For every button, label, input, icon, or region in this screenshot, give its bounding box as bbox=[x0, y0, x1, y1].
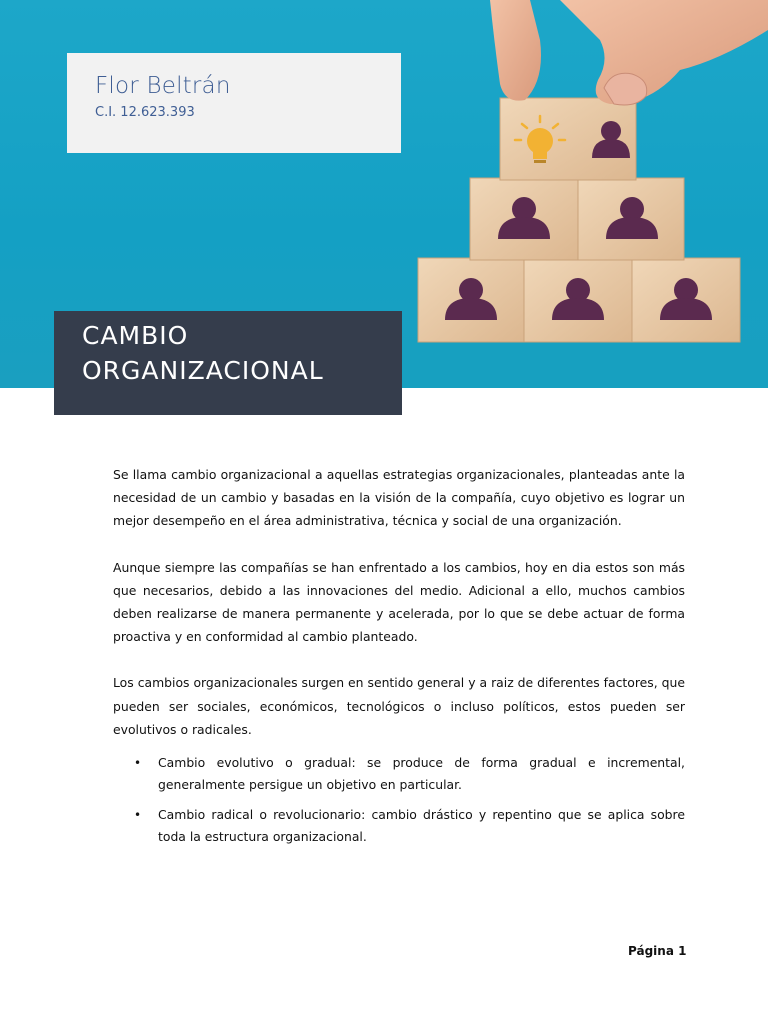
title-line-1: CAMBIO bbox=[82, 321, 189, 350]
document-title-banner bbox=[54, 311, 402, 415]
list-item-text: Cambio evolutivo o gradual: se produce de forma gradual e incremental, generalmente persigue un objetivo en particular. bbox=[158, 755, 685, 793]
block-bottom-left bbox=[418, 258, 524, 342]
bullet-list bbox=[113, 752, 685, 848]
author-id: C.I. 12.623.393 bbox=[95, 105, 195, 120]
list-item bbox=[134, 804, 685, 848]
list-item bbox=[134, 752, 685, 796]
table-surface bbox=[400, 340, 768, 388]
block-top bbox=[500, 98, 636, 180]
block-middle-left bbox=[470, 178, 578, 260]
document-body bbox=[113, 463, 685, 856]
hand-illustration bbox=[490, 0, 768, 105]
page-number: Página 1 bbox=[628, 944, 687, 958]
paragraph: Los cambios organizacionales surgen en sentido general y a raiz de diferentes factores, que pueden ser sociales, económicos, tecnológicos o incluso políticos, estos pueden ser evolutivos o radicales. bbox=[113, 675, 685, 737]
author-card bbox=[67, 53, 401, 153]
author-name: Flor Beltrán bbox=[95, 73, 231, 99]
block-bottom-right bbox=[632, 258, 740, 342]
title-line-2: ORGANIZACIONAL bbox=[82, 356, 324, 385]
block-bottom-middle bbox=[524, 258, 632, 342]
bullet-icon: • bbox=[134, 808, 142, 823]
paragraph: Aunque siempre las compañías se han enfrentado a los cambios, hoy en dia estos son más que necesarios, debido a las innovaciones del medio. Adicional a ello, muchos cambios deben realizarse de manera permanente y acelerada, por lo que se debe actuar de forma proactiva y en conformidad al cambio planteado. bbox=[113, 559, 685, 645]
bullet-icon: • bbox=[134, 756, 142, 771]
paragraph: Se llama cambio organizacional a aquellas estrategias organizacionales, planteadas ante la necesidad de un cambio y basadas en la visión de la compañía, cuyo objetivo es lograr un mejor desempeño en el área administrativa, técnica y social de una organización. bbox=[113, 467, 685, 529]
list-item-text: Cambio radical o revolucionario: cambio drástico y repentino que se aplica sobre toda la estructura organizacional. bbox=[158, 807, 685, 845]
block-middle-right bbox=[578, 178, 684, 260]
